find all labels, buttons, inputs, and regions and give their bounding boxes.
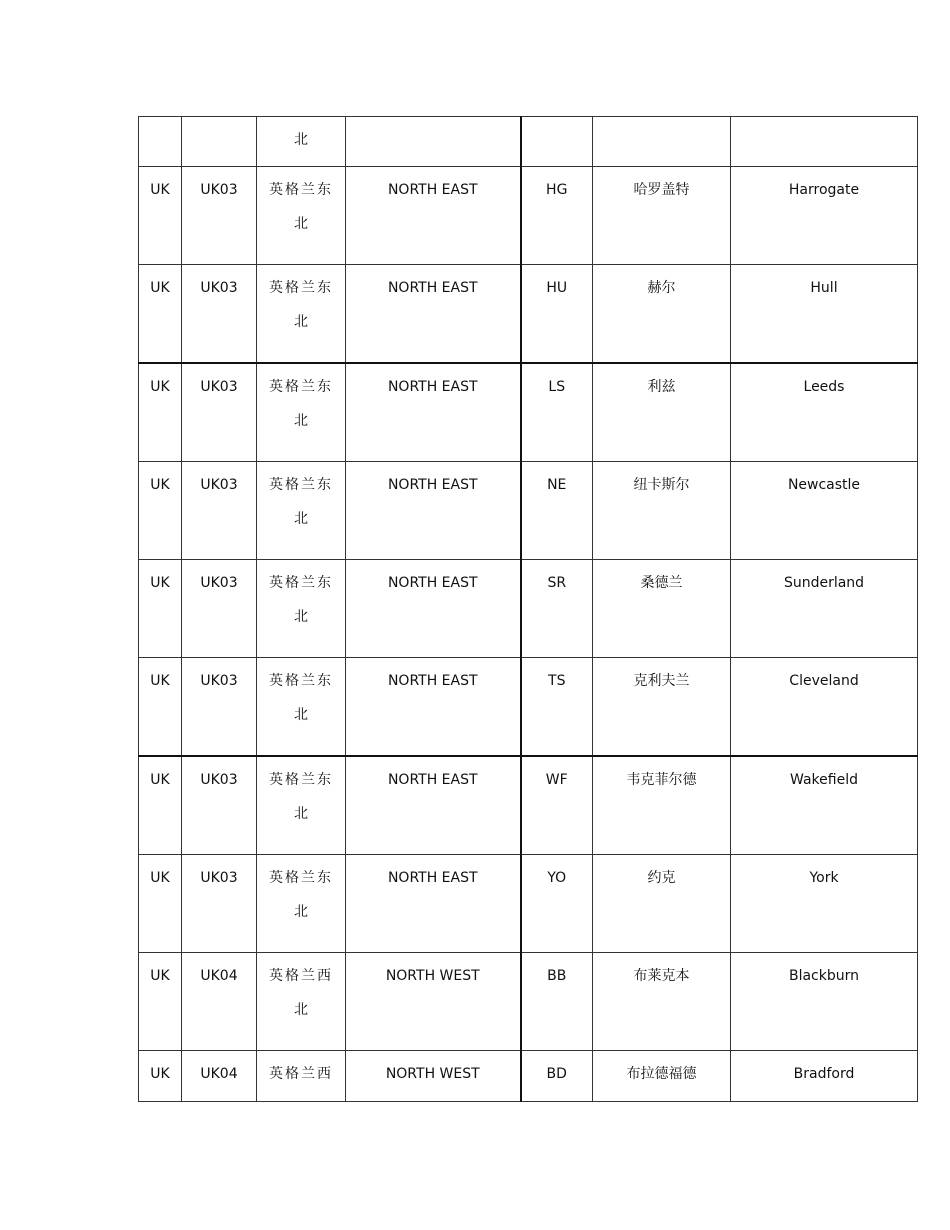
cn-city-cell: 克利夫兰 xyxy=(593,658,731,757)
cn-region-cell: 英格兰东 北 xyxy=(257,167,346,265)
country-cell: UK xyxy=(139,658,182,757)
table-row xyxy=(139,560,918,658)
region-code-cell: UK03 xyxy=(182,167,257,265)
region-code-cell: UK03 xyxy=(182,265,257,364)
region-code-cell xyxy=(182,117,257,167)
postcode-cell: BB xyxy=(521,953,593,1051)
postcode-cell: YO xyxy=(521,855,593,953)
en-city-cell: Harrogate xyxy=(731,167,918,265)
cn-city-cell: 赫尔 xyxy=(593,265,731,364)
cn-city-cell: 布拉德福德 xyxy=(593,1051,731,1102)
region-code-cell: UK03 xyxy=(182,756,257,855)
en-region-cell: NORTH EAST xyxy=(346,756,521,855)
en-city-cell: Leeds xyxy=(731,363,918,462)
en-city-cell: Newcastle xyxy=(731,462,918,560)
cn-city-cell: 约克 xyxy=(593,855,731,953)
region-code-cell: UK03 xyxy=(182,658,257,757)
region-code-cell: UK03 xyxy=(182,855,257,953)
table-row xyxy=(139,265,918,364)
country-cell: UK xyxy=(139,265,182,364)
table-row xyxy=(139,855,918,953)
en-city-cell: Sunderland xyxy=(731,560,918,658)
cn-region-cell: 英格兰西 xyxy=(257,1051,346,1102)
en-city-cell: Blackburn xyxy=(731,953,918,1051)
region-code-cell: UK03 xyxy=(182,363,257,462)
en-region-cell: NORTH WEST xyxy=(346,1051,521,1102)
cn-region-cell: 北 xyxy=(257,117,346,167)
cn-city-cell: 纽卡斯尔 xyxy=(593,462,731,560)
en-region-cell: NORTH EAST xyxy=(346,265,521,364)
en-city-cell: Wakefield xyxy=(731,756,918,855)
cn-region-cell: 英格兰东 北 xyxy=(257,363,346,462)
cn-region-cell: 英格兰东 北 xyxy=(257,462,346,560)
cn-region-cell: 英格兰东 北 xyxy=(257,265,346,364)
country-cell: UK xyxy=(139,167,182,265)
cn-city-cell: 利兹 xyxy=(593,363,731,462)
postcode-cell xyxy=(521,117,593,167)
cn-city-cell: 布莱克本 xyxy=(593,953,731,1051)
country-cell: UK xyxy=(139,756,182,855)
country-cell: UK xyxy=(139,855,182,953)
region-code-cell: UK04 xyxy=(182,1051,257,1102)
en-region-cell: NORTH EAST xyxy=(346,560,521,658)
table-row xyxy=(139,462,918,560)
en-city-cell: York xyxy=(731,855,918,953)
postcode-cell: HG xyxy=(521,167,593,265)
region-code-cell: UK04 xyxy=(182,953,257,1051)
table-row xyxy=(139,658,918,757)
region-code-cell: UK03 xyxy=(182,462,257,560)
table-row xyxy=(139,756,918,855)
region-city-table xyxy=(138,116,918,1102)
cn-city-cell: 韦克菲尔德 xyxy=(593,756,731,855)
cn-region-cell: 英格兰东 北 xyxy=(257,855,346,953)
en-region-cell: NORTH EAST xyxy=(346,658,521,757)
en-region-cell: NORTH EAST xyxy=(346,363,521,462)
country-cell: UK xyxy=(139,1051,182,1102)
cn-city-cell: 桑德兰 xyxy=(593,560,731,658)
en-city-cell xyxy=(731,117,918,167)
postcode-cell: NE xyxy=(521,462,593,560)
table-row xyxy=(139,953,918,1051)
table-row xyxy=(139,363,918,462)
region-code-cell: UK03 xyxy=(182,560,257,658)
en-region-cell: NORTH WEST xyxy=(346,953,521,1051)
postcode-cell: HU xyxy=(521,265,593,364)
postcode-cell: WF xyxy=(521,756,593,855)
country-cell: UK xyxy=(139,363,182,462)
country-cell: UK xyxy=(139,560,182,658)
table-body xyxy=(139,167,918,1102)
postcode-cell: SR xyxy=(521,560,593,658)
country-cell xyxy=(139,117,182,167)
cn-city-cell: 哈罗盖特 xyxy=(593,167,731,265)
table-row xyxy=(139,167,918,265)
cn-region-cell: 英格兰东 北 xyxy=(257,560,346,658)
en-region-cell xyxy=(346,117,521,167)
postcode-cell: BD xyxy=(521,1051,593,1102)
cn-city-cell xyxy=(593,117,731,167)
cn-region-cell: 英格兰东 北 xyxy=(257,658,346,757)
en-city-cell: Bradford xyxy=(731,1051,918,1102)
en-region-cell: NORTH EAST xyxy=(346,855,521,953)
country-cell: UK xyxy=(139,462,182,560)
country-cell: UK xyxy=(139,953,182,1051)
postcode-cell: LS xyxy=(521,363,593,462)
en-city-cell: Hull xyxy=(731,265,918,364)
en-city-cell: Cleveland xyxy=(731,658,918,757)
cn-region-cell: 英格兰西 北 xyxy=(257,953,346,1051)
table-row-partial xyxy=(139,117,918,167)
en-region-cell: NORTH EAST xyxy=(346,462,521,560)
table-row xyxy=(139,1051,918,1102)
cn-region-cell: 英格兰东 北 xyxy=(257,756,346,855)
postcode-cell: TS xyxy=(521,658,593,757)
en-region-cell: NORTH EAST xyxy=(346,167,521,265)
